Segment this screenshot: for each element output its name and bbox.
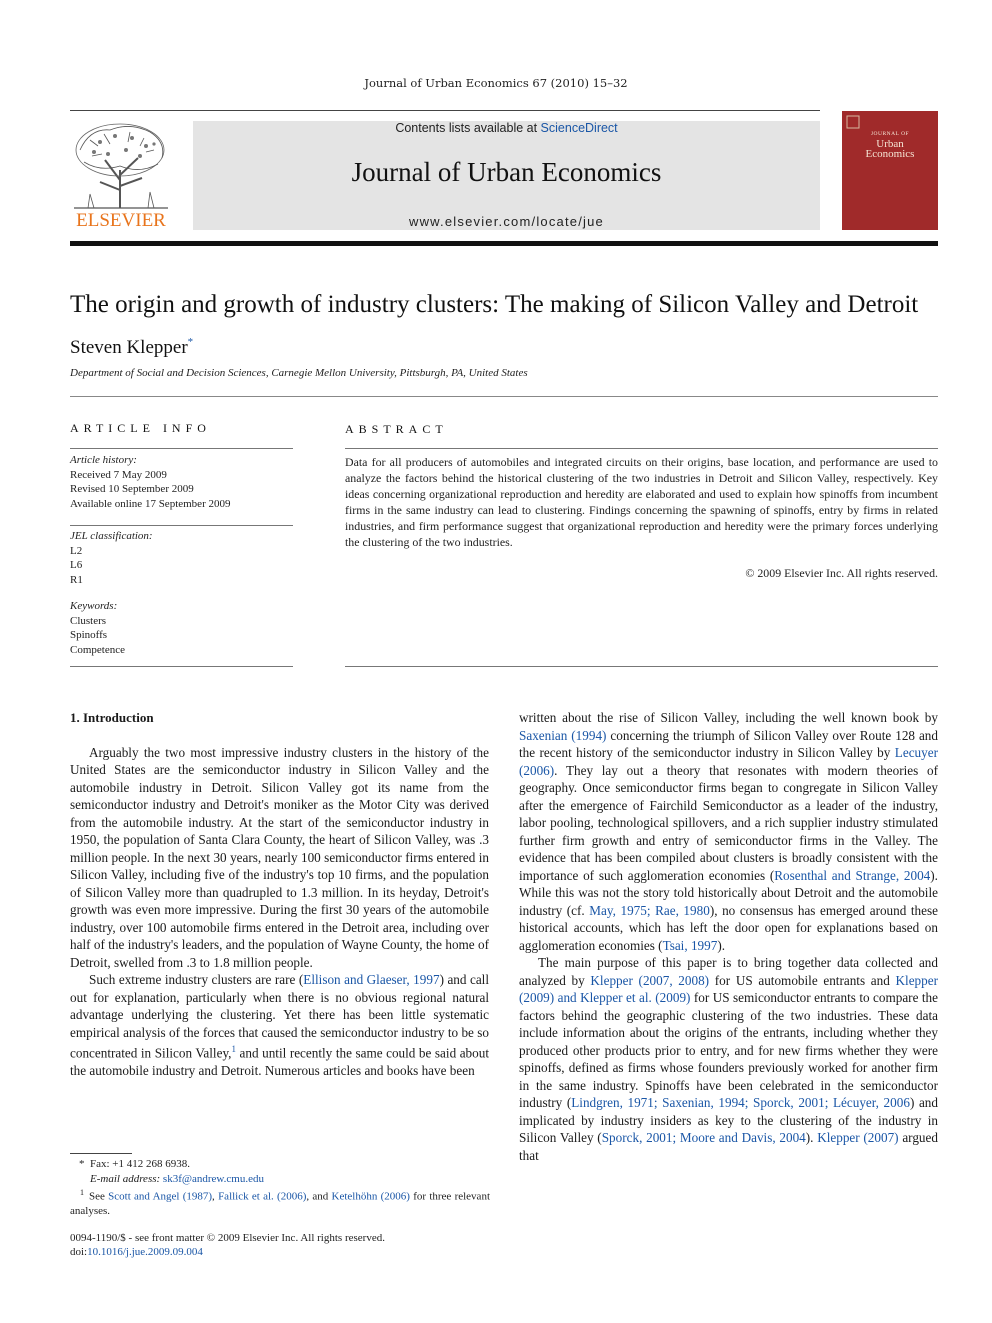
citation-link[interactable]: Lindgren, 1971; Saxenian, 1994; Sporck, 2001; Lécuyer, 2006	[571, 1095, 910, 1110]
cover-small-text: JOURNAL OF	[870, 131, 910, 137]
citation-link[interactable]: Sporck, 2001; Moore and Davis, 2004	[601, 1130, 806, 1145]
history-revised: Revised 10 September 2009	[70, 483, 194, 496]
citation-link[interactable]: Rosenthal and Strange, 2004	[774, 867, 931, 883]
right-column	[519, 709, 938, 1164]
text: See	[89, 1190, 109, 1203]
text: ).	[805, 1130, 818, 1145]
footnote-rule	[70, 1153, 132, 1154]
history-label: Article history:	[70, 454, 137, 466]
text: for US semiconductor entrants to compare the factors behind the geographic clustering of the two industries. These data include information about the origins of the entrants, including whether they produced other products prior to entry, and for new firms whether they were spinoffs, defined as firms whose founders previously worked for another firm in the same industry. Spinoffs have been celebrated in the semiconductor industry (	[519, 990, 938, 1110]
journal-url[interactable]: www.elsevier.com/locate/jue	[409, 214, 604, 229]
citation-link[interactable]: May, 1975; Rae, 1980	[589, 902, 710, 918]
elsevier-logo	[70, 120, 172, 232]
issn-line: 0094-1190/$ - see front matter © 2009 Elsevier Inc. All rights reserved.	[70, 1232, 385, 1244]
article-info-heading: ARTICLE INFO	[70, 421, 211, 435]
text: ).	[717, 937, 726, 953]
contents-prefix: Contents lists available at	[395, 121, 541, 135]
cover-title	[842, 129, 938, 159]
text: concerning the triumph of Silicon Valley over Route 128 and the recent history of the semiconductor industry in Silicon Valley by	[519, 727, 938, 760]
citation-link[interactable]: Klepper (2007)	[817, 1130, 899, 1145]
paragraph	[70, 971, 489, 1079]
text: The main purpose of this paper is to bring together data collected and analyzed by	[519, 955, 938, 988]
elsevier-tree-icon	[70, 120, 172, 210]
abstract-text: Data for all producers of automobiles and integrated circuits on their origins, base location, and performance are used to analyze the factors behind the historical clustering of the two industries in Detroit and Silicon Valley, respectively. Key ideas concerning organizational reproduction and heredity are elaborated and used to explain how spinoffs from incumbent firms in the same industry can lead to clustering. Findings concerning the spawning of spinoffs, entry by firms in related industries, and firm performance suggest that organizational reproduction and heredity were the primary forces underlying the clustering of the two industries.	[345, 455, 938, 549]
jel-code: L2	[70, 544, 83, 557]
doi-link[interactable]: 10.1016/j.jue.2009.09.004	[87, 1246, 203, 1258]
text: for US automobile entrants and	[709, 972, 896, 988]
jel-classification	[70, 529, 293, 587]
header-rule	[70, 110, 820, 111]
author-name: Steven Klepper	[70, 337, 188, 358]
text: and until recently the same could be said about the automobile industry and Detroit. Numerous articles and books have been	[70, 1045, 489, 1078]
footnote-star: * Fax: +1 412 268 6938.	[79, 1158, 191, 1170]
text: argued that	[519, 1130, 938, 1163]
jel-label: JEL classification:	[70, 530, 153, 542]
info-rule-1	[70, 448, 293, 449]
paragraph	[519, 709, 938, 954]
journal-banner	[193, 121, 820, 230]
keywords-label: Keywords:	[70, 600, 118, 612]
text: for three relevant analyses.	[70, 1190, 490, 1218]
text: ), no consensus has emerged around these historical accounts, which has left the door open for explanations based on agglomeration economies (	[519, 902, 938, 953]
text: ). While this was not the story told historically about Detroit and the automobile industry (cf.	[519, 867, 938, 918]
footnote-ref[interactable]: 1	[231, 1044, 236, 1054]
citation-link[interactable]: Lecuyer (2006)	[519, 745, 938, 778]
section-heading: 1. Introduction	[70, 710, 154, 725]
citation-link[interactable]: Saxenian (1994)	[519, 727, 607, 743]
doi-label: doi:	[70, 1246, 88, 1258]
sciencedirect-link[interactable]: ScienceDirect	[540, 121, 618, 135]
journal-cover	[842, 111, 938, 230]
abstract-rule-1	[345, 448, 938, 449]
footnotes	[70, 1157, 490, 1219]
text: ,	[212, 1190, 219, 1203]
text: ) and call out for explanation, particularly when there is no obvious regional natural advantage underlying the clustering. Yet there has been little systematic empirical analysis of the forces that caused the semiconductor industry to be so concentrated in Silicon Valley,	[70, 972, 490, 1061]
keyword: Spinoffs	[70, 629, 108, 642]
cover-line-1: Urban	[876, 138, 904, 150]
text: . They lay out a theory that resonates with modern theories of geography. Once semiconductor firms began to congregate in Silicon Valley after the emergence of Fairchild Semiconductor as a leader of the industry, labor pooling, technological spillovers, and a rich supplier industry stimulated further firm growth and entry of semiconductor firms in the Valley. The evidence that has been compiled about clusters is broadly consistent with the importance of such agglomeration economies (	[519, 762, 938, 883]
info-rule-3	[70, 666, 293, 667]
citation-link[interactable]: Tsai, 1997	[662, 937, 718, 953]
info-rule-2	[70, 525, 293, 526]
text: written about the rise of Silicon Valley, including the well known book by	[519, 710, 938, 725]
doi-line	[70, 1245, 490, 1259]
jel-code: L6	[70, 559, 83, 572]
paragraph: Arguably the two most impressive industry clusters in the history of the United States are the semiconductor industry in Silicon Valley and the automobile industry in Detroit. Silicon Valley got its name from the semiconductor industry and Detroit's moniker as the Motor City was derived from the automobile industry. At the start of the semiconductor industry in 1950, the population of Santa Clara County, the heart of Silicon Valley, was .3 million people. In the next 30 years, nearly 100 semiconductor firms entered in Silicon Valley, including five of the industry's top 10 firms, and the population of Silicon Valley more than quadrupled to 1.3 million. In its heyday, Detroit's growth was even more impressive. During the first 30 years of the automobile industry, over 100 automobile firms entered in the Detroit area, including over half of the industry's leaders, and the population of Wayne County, the home of Detroit, swelled from .3 to 1.8 million people.	[70, 744, 489, 970]
email-label: E-mail address:	[90, 1172, 163, 1185]
citation-link[interactable]: Ellison and Glaeser, 1997	[303, 972, 440, 987]
footnote-1-mark: 1	[80, 1188, 84, 1198]
cover-emblem-icon	[846, 115, 860, 129]
journal-citation: Journal of Urban Economics 67 (2010) 15–32	[364, 76, 628, 90]
email-line	[70, 1172, 490, 1187]
abstract-copyright: © 2009 Elsevier Inc. All rights reserved.	[745, 566, 938, 580]
elsevier-wordmark: ELSEVIER	[76, 210, 166, 231]
contents-line	[193, 121, 820, 135]
article-history	[70, 453, 293, 511]
history-received: Received 7 May 2009	[70, 468, 167, 481]
email-link[interactable]: sk3f@andrew.cmu.edu	[162, 1172, 264, 1185]
keyword: Clusters	[70, 614, 107, 627]
fax: Fax: +1 412 268 6938.	[90, 1158, 191, 1170]
author-footnote-mark[interactable]: *	[187, 336, 194, 348]
abstract-rule-2	[345, 666, 938, 667]
citation-link[interactable]: Scott and Angel (1987)	[108, 1190, 213, 1203]
article-title: The origin and growth of industry clusters: The making of Silicon Valley and Detroit	[70, 291, 919, 318]
cover-line-2: Economics	[865, 148, 915, 160]
citation-link[interactable]: Klepper (2009) and Klepper et al. (2009)	[519, 972, 938, 1005]
paragraph	[519, 954, 938, 1164]
left-column	[70, 709, 489, 1079]
keyword: Competence	[70, 643, 125, 656]
journal-name: Journal of Urban Economics	[351, 157, 662, 187]
spacer	[70, 727, 489, 744]
author	[70, 336, 193, 359]
section-rule	[70, 396, 938, 397]
text: ) and implicated by industry insiders as key to the clustering of the industry in Silicon Valley (	[519, 1095, 938, 1145]
header-thick-rule	[70, 241, 938, 246]
citation-link[interactable]: Fallick et al. (2006)	[218, 1190, 307, 1203]
text: , and	[306, 1190, 332, 1203]
page-footer	[70, 1231, 490, 1259]
text: Such extreme industry clusters are rare (	[89, 972, 304, 987]
citation-link[interactable]: Klepper (2007, 2008)	[590, 972, 710, 988]
abstract-heading: ABSTRACT	[345, 422, 448, 436]
keywords	[70, 599, 293, 657]
history-online: Available online 17 September 2009	[70, 497, 231, 510]
citation-link[interactable]: Ketelhöhn (2006)	[331, 1190, 410, 1203]
jel-code: R1	[70, 573, 83, 586]
footnote-1	[70, 1186, 490, 1219]
affiliation: Department of Social and Decision Sciences, Carnegie Mellon University, Pittsburgh, PA, United States	[70, 367, 528, 379]
